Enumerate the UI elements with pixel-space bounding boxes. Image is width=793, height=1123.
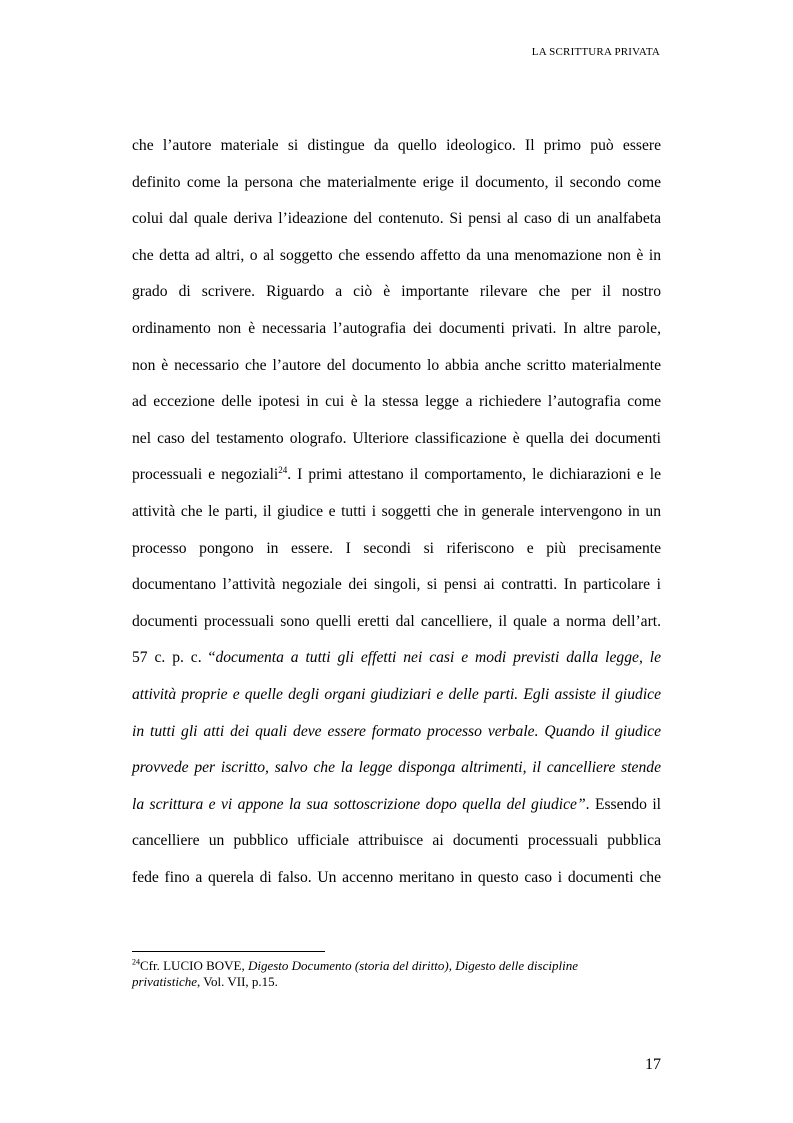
text-line: non è necessario che l’autore del documento lo abbia anche scritto materialmente — [132, 356, 661, 374]
text-line: che detta ad altri, o al soggetto che essendo affetto da una menomazione non è in — [132, 246, 661, 264]
text-line-quote-end — [132, 787, 661, 824]
quoted-text: provvede per iscritto, salvo che la legge disponga altrimenti, il cancelliere stende — [132, 759, 661, 777]
text-fragment: . Essendo il — [585, 795, 661, 813]
body-text — [132, 128, 661, 896]
text-line: fede fino a querela di falso. Un accenno meritano in questo caso i documenti che — [132, 868, 661, 886]
quoted-line — [132, 750, 661, 787]
text-line: colui dal quale deriva l’ideazione del contenuto. Si pensi al caso di un analfabeta — [132, 210, 661, 228]
text-line: attività che le parti, il giudice e tutti i soggetti che in generale intervengono in un — [132, 502, 661, 520]
quoted-line — [132, 714, 661, 751]
footnote-title: Digesto Documento (storia del diritto), Digesto delle discipline — [247, 958, 578, 973]
text-line: che l’autore materiale si distingue da quello ideologico. Il primo può essere — [132, 137, 661, 154]
running-header: LA SCRITTURA PRIVATA — [531, 46, 660, 58]
footnote-suffix: , Vol. VII, p.15. — [197, 974, 278, 989]
text-line: cancelliere un pubblico ufficiale attribuisce ai documenti processuali pubblica — [132, 832, 661, 850]
text-fragment: 57 c. p. c. “ — [132, 649, 216, 667]
text-line: ordinamento non è necessaria l’autografia dei documenti privati. In altre parole, — [132, 319, 661, 337]
footnote-reference: 24 — [278, 465, 288, 476]
page-number: 17 — [645, 1056, 661, 1073]
footnote-number: 24 — [132, 957, 140, 967]
footnote-separator — [132, 951, 325, 952]
text-line: grado di scrivere. Riguardo a ciò è importante rilevare che per il nostro — [132, 283, 661, 301]
footnote-title-cont: privatistiche — [132, 974, 197, 989]
text-fragment: processuali e negoziali — [132, 466, 279, 484]
text-line-with-footnote-ref — [132, 457, 661, 494]
quoted-text: in tutti gli atti dei quali deve essere formato processo verbale. Quando il giudice — [132, 722, 661, 740]
text-line-quote-start — [132, 640, 661, 677]
text-fragment: . I primi attestano il comportamento, le dichiarazioni e le — [287, 466, 661, 484]
text-line: ad eccezione delle ipotesi in cui è la stessa legge a richiedere l’autografia come — [132, 393, 661, 411]
text-line: nel caso del testamento olografo. Ulteriore classificazione è quella dei documenti — [132, 429, 661, 447]
text-line: definito come la persona che materialmente erige il documento, il secondo come — [132, 173, 661, 191]
quoted-text: attività proprie e quelle degli organi giudiziari e delle parti. Egli assiste il giudice — [132, 685, 661, 703]
quoted-text: documenta a tutti gli effetti nei casi e modi previsti dalla legge, le — [215, 649, 661, 667]
footnote — [132, 958, 661, 990]
quoted-line — [132, 677, 661, 714]
text-line: documentano l’attività negoziale dei singoli, si pensi ai contratti. In particolare i — [132, 576, 661, 594]
text-line: documenti processuali sono quelli eretti dal cancelliere, il quale a norma dell’art. — [132, 612, 661, 630]
footnote-prefix: Cfr. LUCIO BOVE, — [140, 958, 248, 973]
quoted-text: la scrittura e vi appone la sua sottoscrizione dopo quella del giudice” — [132, 795, 586, 813]
text-line: processo pongono in essere. I secondi si riferiscono e più precisamente — [132, 539, 661, 557]
